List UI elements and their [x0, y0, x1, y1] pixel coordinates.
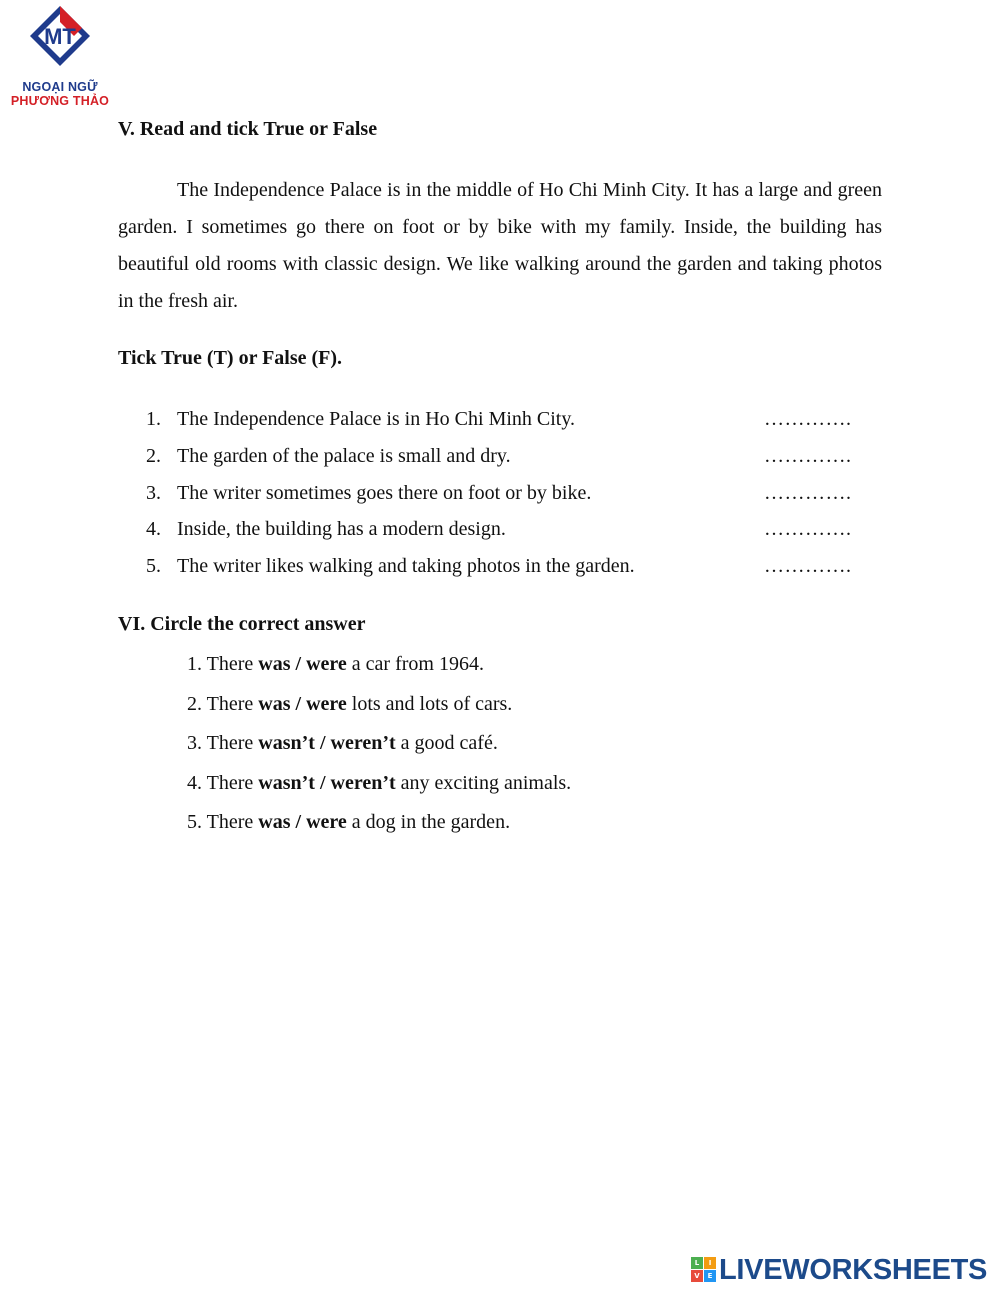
true-false-instruction: Tick True (T) or False (F). [118, 347, 343, 369]
list-item [118, 645, 571, 685]
item-number: 3. [146, 481, 161, 504]
sentence-start: 2. There [187, 692, 259, 715]
statement: The garden of the palace is small and dry. [177, 444, 511, 467]
sentence-end: lots and lots of cars. [346, 692, 513, 715]
item-number: 1. [146, 408, 161, 430]
list-item [118, 548, 882, 585]
liveworksheets-wordmark: LIVEWORKSHEETS [719, 1254, 988, 1286]
sentence-start: 1. There [187, 653, 259, 675]
sentence-start: 5. There [187, 811, 259, 834]
section-6-heading: VI. Circle the correct answer [118, 613, 366, 635]
list-item [118, 724, 571, 764]
sentence-end: a dog in the garden. [346, 811, 511, 834]
logo-block: V [691, 1270, 703, 1282]
answer-options[interactable]: was / were [258, 653, 347, 675]
statement: The writer likes walking and taking photos in the garden. [177, 555, 635, 578]
statement: The writer sometimes goes there on foot or by bike. [177, 481, 592, 504]
answer-blank[interactable]: …………. [764, 444, 852, 467]
logo [8, 2, 112, 110]
answer-blank[interactable]: …………. [764, 408, 852, 430]
item-number: 4. [146, 518, 161, 541]
list-item [118, 685, 571, 725]
sentence-start: 4. There [187, 771, 259, 794]
true-false-list [118, 401, 882, 585]
list-item [118, 475, 882, 512]
list-item [118, 401, 882, 438]
list-item [118, 511, 882, 548]
logo-mark [26, 2, 94, 80]
liveworksheets-logo [691, 1253, 991, 1287]
reading-passage: The Independence Palace is in the middle of Ho Chi Minh City. It has a large and green garden. I sometimes go there on foot or by bike with my family. Inside, the building has beautiful old rooms with classic design. We like walking around the garden and taking photos in the fresh air. [118, 179, 882, 312]
answer-blank[interactable]: …………. [764, 555, 852, 578]
answer-blank[interactable]: …………. [764, 481, 852, 504]
answer-options[interactable]: was / were [258, 811, 347, 834]
sentence-start: 3. There [187, 732, 259, 755]
circle-answer-list [118, 645, 571, 843]
item-number: 5. [146, 555, 161, 578]
sentence-end: any exciting animals. [395, 771, 572, 794]
answer-options[interactable]: wasn’t / weren’t [258, 732, 396, 755]
liveworksheets-blocks-icon [691, 1257, 717, 1283]
answer-options[interactable]: was / were [258, 692, 347, 715]
sentence-end: a good café. [395, 732, 498, 755]
answer-options[interactable]: wasn’t / weren’t [258, 771, 396, 794]
answer-blank[interactable]: …………. [764, 518, 852, 541]
list-item [118, 764, 571, 804]
logo-block: I [704, 1257, 716, 1269]
statement: Inside, the building has a modern design. [177, 518, 506, 541]
logo-mark-text: MT [44, 24, 76, 49]
logo-line-2: PHƯƠNG THẢO [10, 94, 110, 108]
logo-line-1: NGOẠI NGỮ [22, 80, 98, 94]
section-5-heading: V. Read and tick True or False [118, 118, 378, 140]
item-number: 2. [146, 444, 161, 467]
list-item [118, 438, 882, 475]
sentence-end: a car from 1964. [346, 653, 484, 675]
logo-block: E [704, 1270, 716, 1282]
statement: The Independence Palace is in Ho Chi Minh City. [177, 408, 576, 430]
list-item [118, 803, 571, 843]
logo-block: L [691, 1257, 703, 1269]
